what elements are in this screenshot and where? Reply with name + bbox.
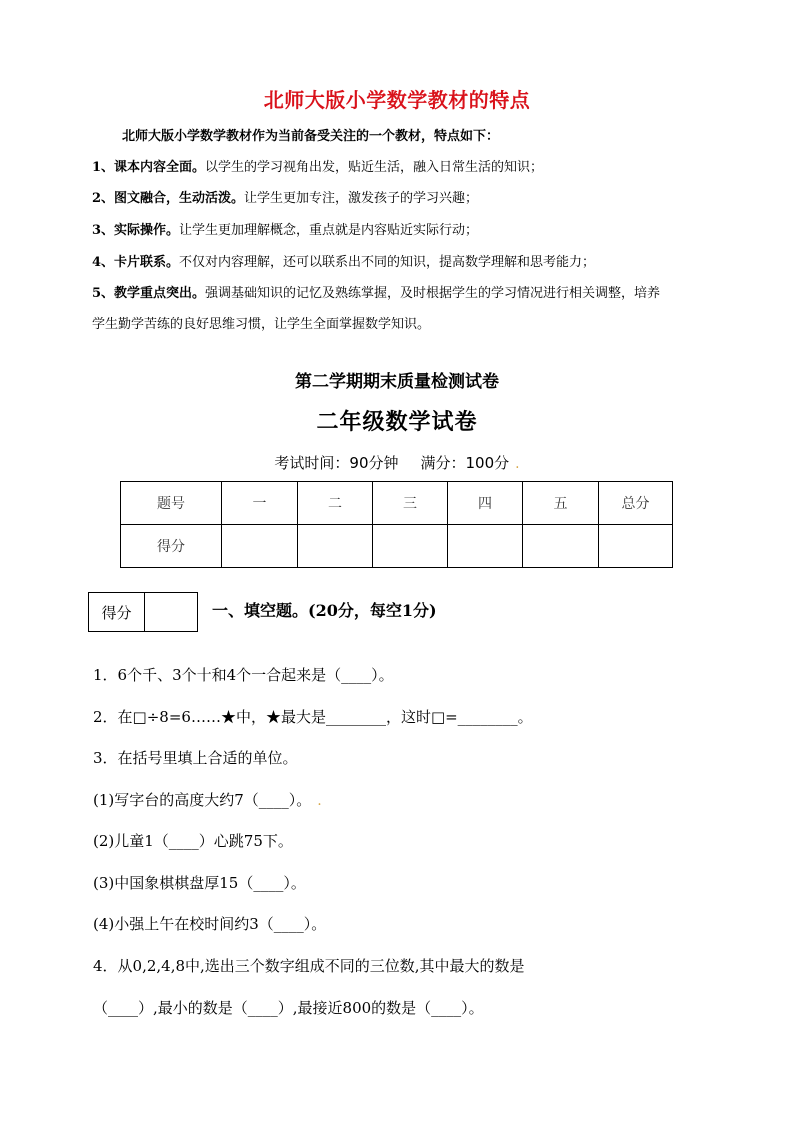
stray-mark: . [317,793,322,809]
table-header-cell: 二 [298,482,373,525]
point-head: 3、实际操作。 [92,223,180,238]
feature-point-5-continuation: 学生勤学苦练的良好思维习惯，让学生全面掌握数学知识。 [92,317,431,332]
table-row [121,482,673,525]
feature-point-3 [92,219,478,238]
exam-info [0,452,794,473]
point-text: 让学生更加理解概念，重点就是内容贴近实际行动； [179,223,479,238]
full-score: 满分：100分 [420,454,510,472]
question-3-3: (3)中国象棋棋盘厚15（____）。 [93,874,306,892]
point-text: 以学生的学习视角出发，贴近生活，融入日常生活的知识； [205,160,544,175]
point-text: 不仅对内容理解，还可以联系出不同的知识，提高数学理解和思考能力； [179,255,596,270]
intro-lead: 北师大版小学数学教材作为当前备受关注的一个教材，特点如下： [122,129,500,144]
score-cell[interactable] [373,525,448,568]
feature-point-5 [92,282,660,301]
point-head: 4、卡片联系。 [92,255,180,270]
question-4-continuation: （____）,最小的数是（____）,最接近800的数是（____）。 [93,999,484,1017]
exam-title: 第二学期期末质量检测试卷 [295,372,499,392]
score-cell[interactable] [222,525,298,568]
score-cell[interactable] [298,525,373,568]
point-text: 让学生更加专注，激发孩子的学习兴趣； [244,191,479,206]
table-header-cell: 题号 [121,482,222,525]
point-head: 2、图文融合，生动活泼。 [92,191,245,206]
table-row [121,525,673,568]
question-1: 1．6个千、3个十和4个一合起来是（____）。 [93,666,394,684]
question-text: (1)写字台的高度大约7（____）。 [93,791,312,809]
section-score-label: 得分 [89,593,145,631]
section-heading: 一、填空题。(20分，每空1分) [212,601,437,620]
table-header-cell: 四 [448,482,523,525]
score-table [120,481,673,568]
table-header-cell: 一 [222,482,298,525]
question-2: 2．在□÷8=6……★中，★最大是________，这时□=________。 [93,708,533,726]
exam-time: 考试时间：90分钟 [274,454,399,472]
score-cell[interactable] [448,525,523,568]
feature-point-4 [92,251,595,270]
stray-mark: . [515,456,520,472]
table-header-cell: 三 [373,482,448,525]
intro-title: 北师大版小学数学教材的特点 [263,88,531,112]
point-head: 1、课本内容全面。 [92,160,206,175]
table-header-cell: 五 [523,482,599,525]
question-3-1 [93,789,322,810]
section-score-box [88,592,198,632]
grade-title: 二年级数学试卷 [316,409,478,435]
score-cell[interactable] [523,525,599,568]
point-text: 强调基础知识的记忆及熟练掌握，及时根据学生的学习情况进行相关调整，培养 [205,286,661,301]
question-3: 3．在括号里填上合适的单位。 [93,749,298,767]
question-3-2: (2)儿童1（____）心跳75下。 [93,832,293,850]
table-header-cell: 总分 [599,482,673,525]
feature-point-1 [92,156,543,175]
score-cell[interactable] [599,525,673,568]
question-3-4: (4)小强上午在校时间约3（____）。 [93,915,327,933]
question-4: 4．从0,2,4,8中,选出三个数字组成不同的三位数,其中最大的数是 [93,957,525,975]
table-row-label: 得分 [121,525,222,568]
section-score-cell[interactable] [145,593,197,631]
feature-point-2 [92,187,478,206]
point-head: 5、教学重点突出。 [92,286,206,301]
